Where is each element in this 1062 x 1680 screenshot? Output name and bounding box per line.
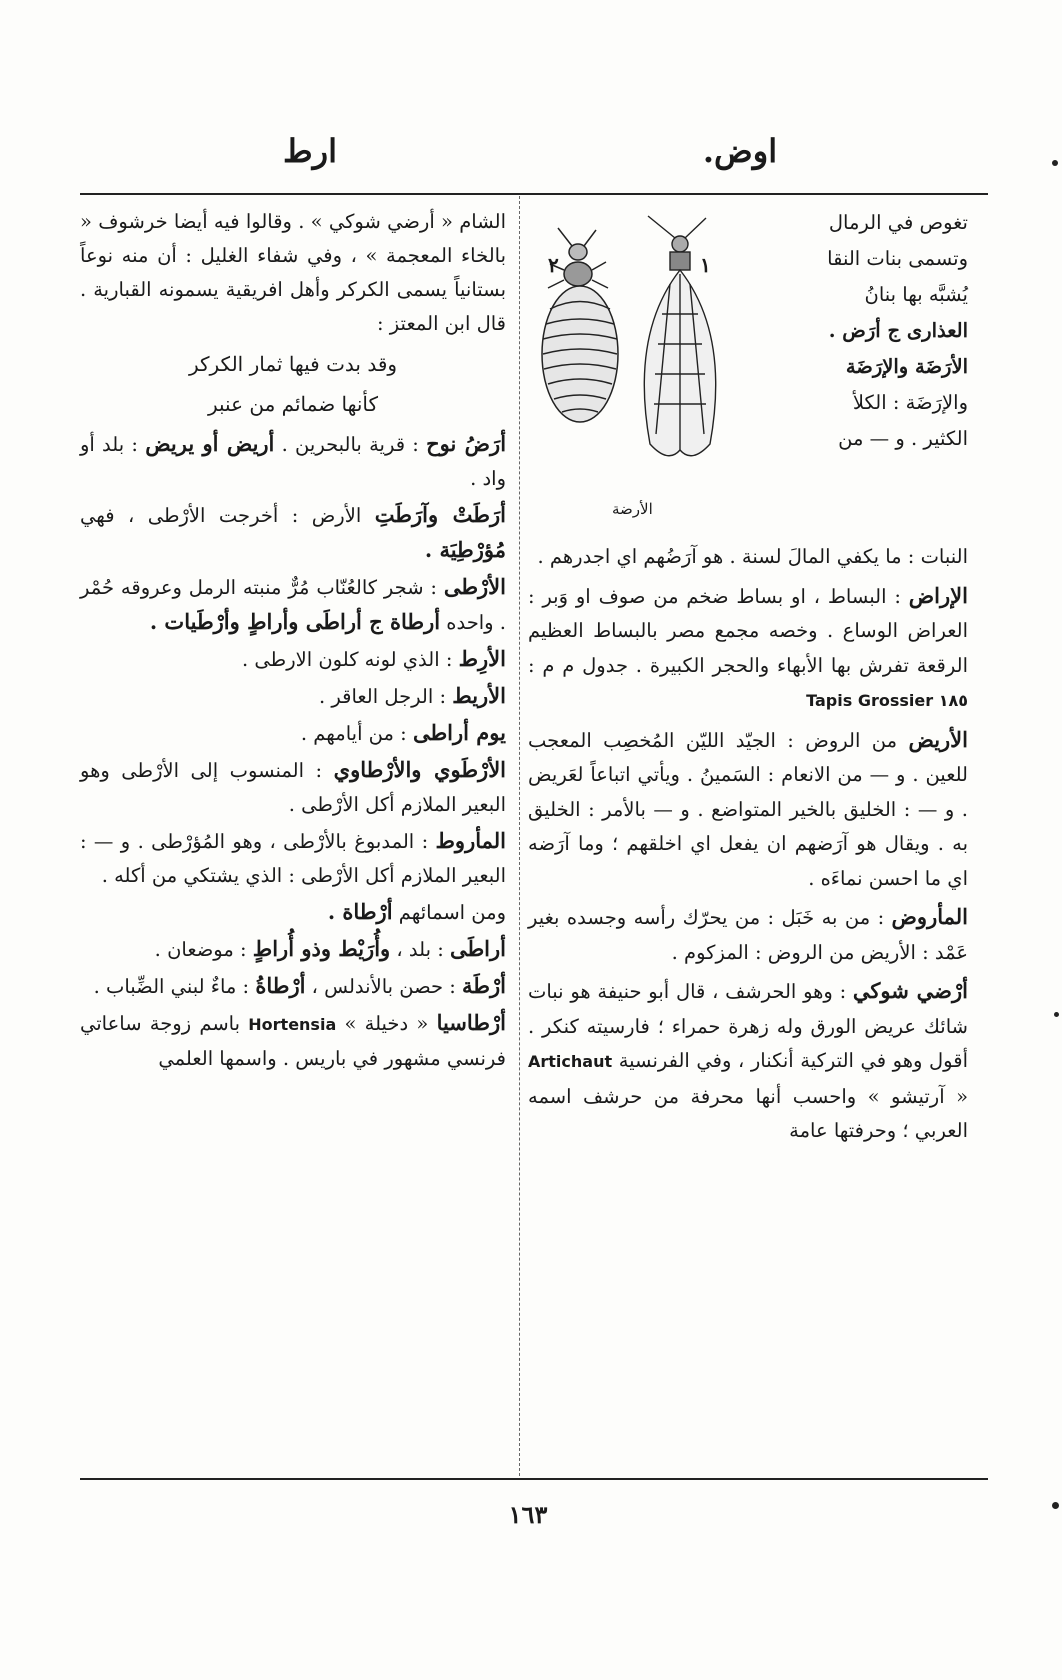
entry-headword: أرْطاسيا: [436, 1010, 506, 1035]
intro-line: تغوص في الرمال: [828, 211, 968, 234]
entry-paragraph: [528, 723, 968, 897]
entry-text: « دخيلة »: [344, 1012, 429, 1035]
entry-text: من الروض : الجيّد الليّن المُخصِب المعجب للعين . و — من الانعام : السَمينُ . ويأتي اتباعاً لعَريض . و — : الخليق بالخير المتواضع . و — بالأمر : الخليق به . ويقال هو آرَضهم ان يفعل اي اخلقهم ؛ وما آرَضه اي ما احسن نماءَه .: [528, 728, 968, 890]
left-column: [80, 205, 506, 1078]
entry-text: : المنسوب إلى الأرْطى وهو البعير الملازم أكل الأرْطى .: [80, 759, 506, 816]
entry-text: : من أيامهم .: [300, 722, 407, 745]
entry-headword: الأريط: [452, 683, 506, 708]
entry-text: : موضعان .: [154, 938, 247, 961]
intro-line: الكثير . و — من: [838, 427, 968, 450]
latin-term: Artichaut: [528, 1052, 613, 1071]
entry-headword: أرَطَتْ وآرَطَتِ: [374, 502, 506, 527]
poem-verse: كأنها ضمائم من عنبر: [207, 392, 379, 416]
entry-headword: أريض أو يريض: [145, 431, 275, 456]
entry-paragraph: [80, 679, 506, 714]
intro-line: الأرَضَة والإرَضَة: [845, 355, 968, 378]
intro-line: العذارى ج أرَض .: [828, 319, 968, 342]
entry-paragraph: [528, 974, 968, 1149]
figure-label-2: ٢: [548, 253, 559, 277]
entry-headword: أرْضي شوكي: [852, 978, 968, 1003]
entry-text: : شجر كالعُنّاب مُرٌّ منبته الرمل وعروقه حُمْر . واحده: [80, 576, 506, 634]
entry-text: الأرض : أخرجت الأرْطى ، فهي: [80, 504, 362, 527]
entry-headword: المأروض: [891, 904, 968, 929]
figure-label-1: ١: [700, 253, 711, 277]
column-divider: [519, 196, 520, 1476]
intro-line: يُشبَّه بها بنانُ: [864, 283, 968, 306]
entry-paragraph: الشام « أرضي شوكي » . وقالوا فيه أيضا خرشوف « بالخاء المعجمة » ، وفي شفاء الغليل : أن منه نوعاً بستانياً يسمى الكركر وأهل افريقية يسمونه القبارية . قال ابن المعتز :: [80, 210, 506, 335]
entry-headword: مُؤرْطِيَة .: [424, 537, 506, 562]
entry-headword: الإراض: [908, 582, 968, 608]
entry-headword: المأروط: [435, 828, 506, 853]
figure-caption: الأرضة: [612, 500, 653, 518]
entry-paragraph: [80, 716, 506, 751]
entry-text: : بلد ،: [390, 938, 444, 961]
entry-paragraph: [80, 1006, 506, 1076]
intro-line: وتسمى بنات النقا: [827, 247, 968, 270]
entry-headword: أرطاة ج أراطَى وأراطٍ وأرْطَيات .: [149, 609, 441, 634]
entry-text: : وهو الحرشف ، قال أبو حنيفة هو نبات شائك عريض الورق وله زهرة حمراء ؛ فارسيته كنكر . أقول وهو في التركية أنكنار ، وفي الفرنسية: [528, 980, 968, 1072]
entry-text: : حصن بالأندلس ،: [305, 975, 456, 998]
entry-headword: أرْطاة .: [327, 899, 393, 924]
entry-headword: أرْطاةُ: [255, 973, 306, 998]
entry-text: باسم زوجة ساعاتي فرنسي مشهور في باريس . واسمها العلمي: [80, 1012, 506, 1070]
page-number: ١٦٣: [508, 1500, 548, 1529]
entry-headword: وأُرَيْط وذو أُراطٍ: [252, 936, 391, 961]
header-right-word: اوض.: [702, 132, 778, 170]
right-column-body: [528, 540, 968, 1153]
latin-term: Tapis Grossier ١٨٥: [806, 691, 968, 710]
entry-text: : الذي لونه كلون الارطى .: [242, 648, 453, 671]
entry-text: ومن اسمائهم: [392, 901, 506, 924]
scan-speck: [1052, 1502, 1059, 1509]
entry-headword: أراطَى: [449, 936, 506, 961]
entry-paragraph: [80, 498, 506, 568]
entry-paragraph: [80, 895, 506, 930]
entry-text: : قرية بالبحرين .: [274, 433, 419, 456]
entry-headword: أرْطَة: [462, 973, 506, 998]
scan-speck: [1054, 1012, 1059, 1017]
entry-paragraph: [80, 969, 506, 1004]
entry-text: : الرجل العاقر .: [318, 685, 447, 708]
scan-speck: [1052, 160, 1058, 166]
entry-paragraph: [80, 932, 506, 967]
poem-verse: وقد بدت فيها ثمار الكركر: [188, 352, 398, 376]
entry-headword: يوم أراطى: [412, 720, 506, 745]
entry-text: : المدبوغ بالأرْطى ، وهو المُؤرْطى . و — : البعير الملازم أكل الأرْطى : الذي يشتكي من أكله .: [80, 830, 506, 887]
intro-line: والإرَضَة : الكلأ: [852, 391, 968, 414]
bottom-rule: [80, 1478, 988, 1480]
entry-paragraph: [528, 900, 968, 970]
entry-paragraph: [80, 753, 506, 822]
termite-illustration: [530, 214, 745, 514]
latin-term: Hortensia: [248, 1015, 337, 1034]
right-intro-text: [752, 205, 968, 457]
entry-text: : من به خَبَل : من يحرّك رأسه وجسده بغير عَمْد : الأريض من الروض : المزكوم .: [528, 906, 968, 964]
entry-paragraph: [528, 579, 968, 719]
entry-headword: الأرِط: [458, 646, 506, 671]
entry-headword: الأريض: [908, 726, 968, 752]
entry-paragraph: [80, 642, 506, 677]
entry-paragraph: [80, 570, 506, 640]
header-left-word: ارط: [283, 132, 337, 170]
entry-paragraph: [80, 427, 506, 496]
entry-text: « آرتيشو » واحسب أنها محرفة من حرشف اسمه العربي ؛ وحرفتها عامة: [528, 1084, 968, 1142]
entry-headword: أرَضُ نوح: [426, 431, 507, 456]
entry-text: : بلد أو واد .: [80, 433, 506, 490]
entry-paragraph: النبات : ما يكفي المالَ لسنة . هو آرَضُهم اي اجدرهم .: [537, 545, 968, 568]
entry-headword: الأرْطَوي والأرْطاوي: [333, 757, 507, 782]
entry-paragraph: [80, 824, 506, 893]
termite-winged-drawing: [644, 216, 715, 456]
entry-text: : البساط ، او بساط ضخم من صوف او وَبر : العراض الوساع . وخصه مجمع مصر بالبساط العظيم الرقعة تفرش بها الأبهاء والحجر الكبيرة . جدول م م :: [528, 584, 968, 677]
top-rule: [80, 193, 988, 195]
entry-headword: الأرْطى: [443, 574, 506, 599]
entry-text: : ماءٌ لبني الضِّباب .: [93, 975, 250, 998]
